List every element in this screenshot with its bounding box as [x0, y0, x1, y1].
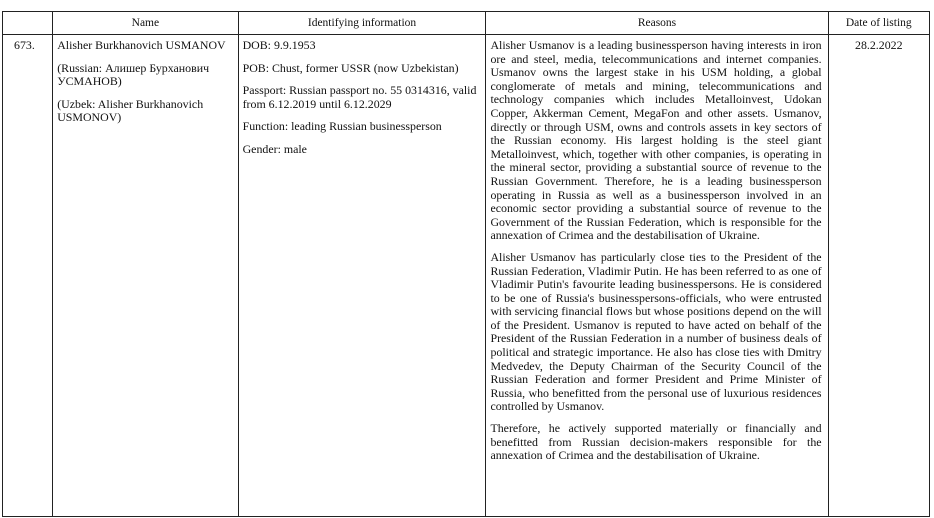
reason-paragraph: Therefore, he actively supported materially or financially and benefitted from Russian decision-makers responsible for the annexation of Crimea and the destabilisation of Ukraine.: [490, 421, 822, 463]
alias-uzbek: (Uzbek: Alisher Burkhanovich USMONOV): [57, 96, 204, 125]
entry-name: Alisher Burkhanovich USMANOV: [57, 38, 226, 52]
table-row: [3, 35, 930, 517]
header-identifying-information: Identifying information: [238, 12, 486, 35]
gender: Gender: male: [242, 141, 307, 156]
reasons-cell: [486, 35, 828, 517]
pob: POB: Chust, former USSR (now Uzbekistan): [242, 60, 459, 75]
header-reasons: Reasons: [486, 12, 828, 35]
reason-paragraph: Alisher Usmanov has particularly close ties to the President of the Russian Federation, Vladimir Putin. He has been referred to as one of Vladimir Putin's favourite leading businesspersons. He is considered to be one of Russia's businesspersons-officials, who were entrusted with servicing financial flows but whose positions depend on the will of the President. Usmanov is reputed to have acted on behalf of the President of the Russian Federation in a number of business deals of political and strategic importance. He also has close ties with Dmitry Medvedev, the Deputy Chairman of the Security Council of the Russian Federation and former President and Prime Minister of Russia, who benefitted from the personal use of luxurious residences controlled by Usmanov.: [490, 249, 822, 414]
dob: DOB: 9.9.1953: [242, 38, 316, 52]
sanctions-table: [2, 11, 930, 517]
header-date-of-listing: Date of listing: [828, 12, 929, 35]
passport: Passport: Russian passport no. 55 0314316, valid from 6.12.2019 until 6.12.2029: [242, 83, 477, 111]
reason-paragraph: Alisher Usmanov is a leading businessperson having interests in iron ore and steel, media, telecommunications and internet companies. Usmanov owns the largest stake in his USM holding, a global conglomerate of metals and mining, telecommunications and technology companies which includes Metalloinvest, Udokan Copper, Akkerman Cement, MegaFon and other assets. Usmanov, directly or through USM, owns and controls assets in key sectors of the Russian economy. His largest holding is the steel giant Metalloinvest, which, together with other companies, is operating in the mineral sector, providing a substantial source of revenue to the Russian Government. Therefore, he is a leading businessperson operating in Russia as well as a businessperson involved in an economic sector providing a substantial source of revenue to the Government of the Russian Federation, which is responsible for the annexation of Crimea and the destabilisation of Ukraine.: [490, 38, 822, 243]
alias-russian: (Russian: Алишер Бурханович УСМАНОВ): [57, 60, 210, 89]
entry-number: 673.: [3, 35, 53, 517]
header-name: Name: [53, 12, 238, 35]
identifying-cell: [238, 35, 486, 517]
date-of-listing: 28.2.2022: [828, 35, 929, 517]
name-cell: [53, 35, 238, 517]
function: Function: leading Russian businessperson: [242, 119, 442, 134]
header-number: [3, 12, 53, 35]
header-row: [3, 12, 930, 35]
